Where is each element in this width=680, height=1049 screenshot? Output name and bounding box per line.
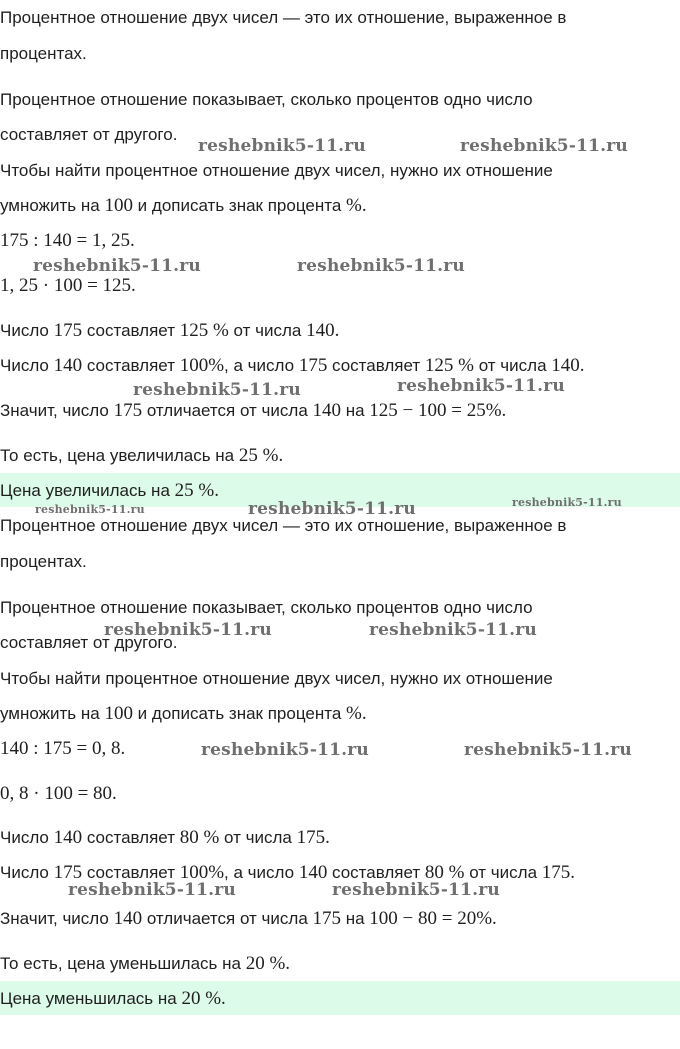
- watermark: reshebnik5-11.ru: [369, 620, 537, 640]
- math: 175: [312, 908, 341, 929]
- math-100: 100: [104, 703, 133, 724]
- method-text-b: и дописать знак процента: [132, 704, 346, 723]
- text: Значит, число: [0, 401, 114, 420]
- math: 100 − 80 = 20%.: [369, 908, 497, 929]
- math: 140: [113, 908, 143, 929]
- text: составляет: [82, 321, 180, 340]
- math: 140: [312, 400, 341, 421]
- text: То есть, цена увеличилась на: [0, 446, 239, 465]
- text: составляет: [82, 356, 180, 375]
- equation-division: 140 : 175 = 0, 8.: [0, 738, 126, 759]
- text: Число: [0, 321, 54, 340]
- math: 125 − 100 = 25%.: [369, 400, 507, 421]
- text: от числа: [228, 321, 307, 340]
- definition-text: Процентное отношение двух чисел — это их отношение, выраженное в: [0, 8, 567, 27]
- equation-multiplication: 0, 8 · 100 = 80.: [0, 783, 117, 804]
- definition-text-cont: процентах.: [0, 552, 87, 571]
- math: 175.: [541, 862, 575, 883]
- method-text-a: умножить на: [0, 196, 105, 215]
- statement-3: [0, 909, 497, 929]
- math: 100%: [179, 862, 225, 883]
- text: на: [341, 909, 370, 928]
- watermark: reshebnik5-11.ru: [104, 620, 272, 640]
- text: составляет: [327, 356, 425, 375]
- text: на: [341, 401, 370, 420]
- text: Число: [0, 356, 54, 375]
- watermark: reshebnik5-11.ru: [512, 496, 622, 509]
- watermark: reshebnik5-11.ru: [397, 376, 565, 396]
- math: 175: [53, 320, 83, 341]
- watermark: reshebnik5-11.ru: [201, 740, 369, 760]
- watermark: reshebnik5-11.ru: [68, 880, 236, 900]
- watermark: reshebnik5-11.ru: [332, 880, 500, 900]
- math: 125 %: [179, 320, 229, 341]
- text: составляет: [82, 828, 180, 847]
- answer-box: [0, 981, 680, 1015]
- text: Число: [0, 863, 54, 882]
- definition-text-cont: процентах.: [0, 44, 87, 63]
- statement-1: [0, 321, 339, 341]
- text: от числа: [473, 356, 552, 375]
- math: 80 %: [424, 862, 465, 883]
- text: отличается от числа: [142, 401, 313, 420]
- math: 25 %.: [238, 445, 284, 466]
- math: 140: [53, 827, 83, 848]
- text: , а число: [224, 356, 299, 375]
- method-text-cont: [0, 196, 367, 216]
- text: , а число: [224, 863, 299, 882]
- conclusion-text: [0, 954, 290, 974]
- text: Цена увеличилась на: [0, 481, 175, 500]
- equation-division: 175 : 140 = 1, 25.: [0, 230, 135, 251]
- equation-multiplication: 1, 25 · 100 = 125.: [0, 275, 136, 296]
- text: Число: [0, 828, 54, 847]
- math: 175: [113, 400, 143, 421]
- conclusion-text: [0, 446, 283, 466]
- text: отличается от числа: [142, 909, 313, 928]
- math: 140: [298, 862, 328, 883]
- definition-text: Процентное отношение двух чисел — это их отношение, выраженное в: [0, 516, 567, 535]
- watermark: reshebnik5-11.ru: [35, 503, 145, 516]
- watermark: reshebnik5-11.ru: [33, 256, 201, 276]
- method-text: Чтобы найти процентное отношение двух чисел, нужно их отношение: [0, 161, 553, 180]
- text: Цена уменьшилась на: [0, 989, 182, 1008]
- answer-text: [0, 981, 680, 1009]
- text: от числа: [219, 828, 297, 847]
- statement-1: [0, 828, 330, 848]
- math: 175: [53, 862, 83, 883]
- text: То есть, цена уменьшилась на: [0, 954, 246, 973]
- statement-3: [0, 401, 506, 421]
- math: 100%: [179, 355, 225, 376]
- math-100: 100: [104, 195, 133, 216]
- math-percent: %.: [346, 703, 367, 724]
- explanation-text-cont: составляет от другого.: [0, 125, 178, 144]
- text: Значит, число: [0, 909, 114, 928]
- math-percent: %.: [346, 195, 367, 216]
- explanation-text: Процентное отношение показывает, сколько процентов одно число: [0, 598, 533, 617]
- watermark: reshebnik5-11.ru: [297, 256, 465, 276]
- math: 175.: [296, 827, 330, 848]
- watermark: reshebnik5-11.ru: [198, 136, 366, 156]
- explanation-text-cont: составляет от другого.: [0, 633, 178, 652]
- math: 25 %.: [174, 480, 219, 501]
- watermark: reshebnik5-11.ru: [464, 740, 632, 760]
- watermark: reshebnik5-11.ru: [133, 380, 301, 400]
- math: 140.: [306, 320, 340, 341]
- watermark: reshebnik5-11.ru: [460, 136, 628, 156]
- math: 20 %.: [181, 988, 226, 1009]
- math: 20 %.: [245, 953, 291, 974]
- text: составляет: [82, 863, 180, 882]
- text: от числа: [464, 863, 542, 882]
- statement-2: [0, 356, 585, 376]
- method-text-a: умножить на: [0, 704, 105, 723]
- method-text-cont: [0, 704, 367, 724]
- math: 140.: [551, 355, 585, 376]
- method-text-b: и дописать знак процента: [132, 196, 346, 215]
- watermark: reshebnik5-11.ru: [248, 499, 416, 519]
- math: 175: [298, 355, 328, 376]
- explanation-text: Процентное отношение показывает, сколько процентов одно число: [0, 90, 533, 109]
- text: составляет: [327, 863, 425, 882]
- math: 140: [53, 355, 83, 376]
- math: 80 %: [179, 827, 220, 848]
- method-text: Чтобы найти процентное отношение двух чисел, нужно их отношение: [0, 669, 553, 688]
- math: 125 %: [424, 355, 474, 376]
